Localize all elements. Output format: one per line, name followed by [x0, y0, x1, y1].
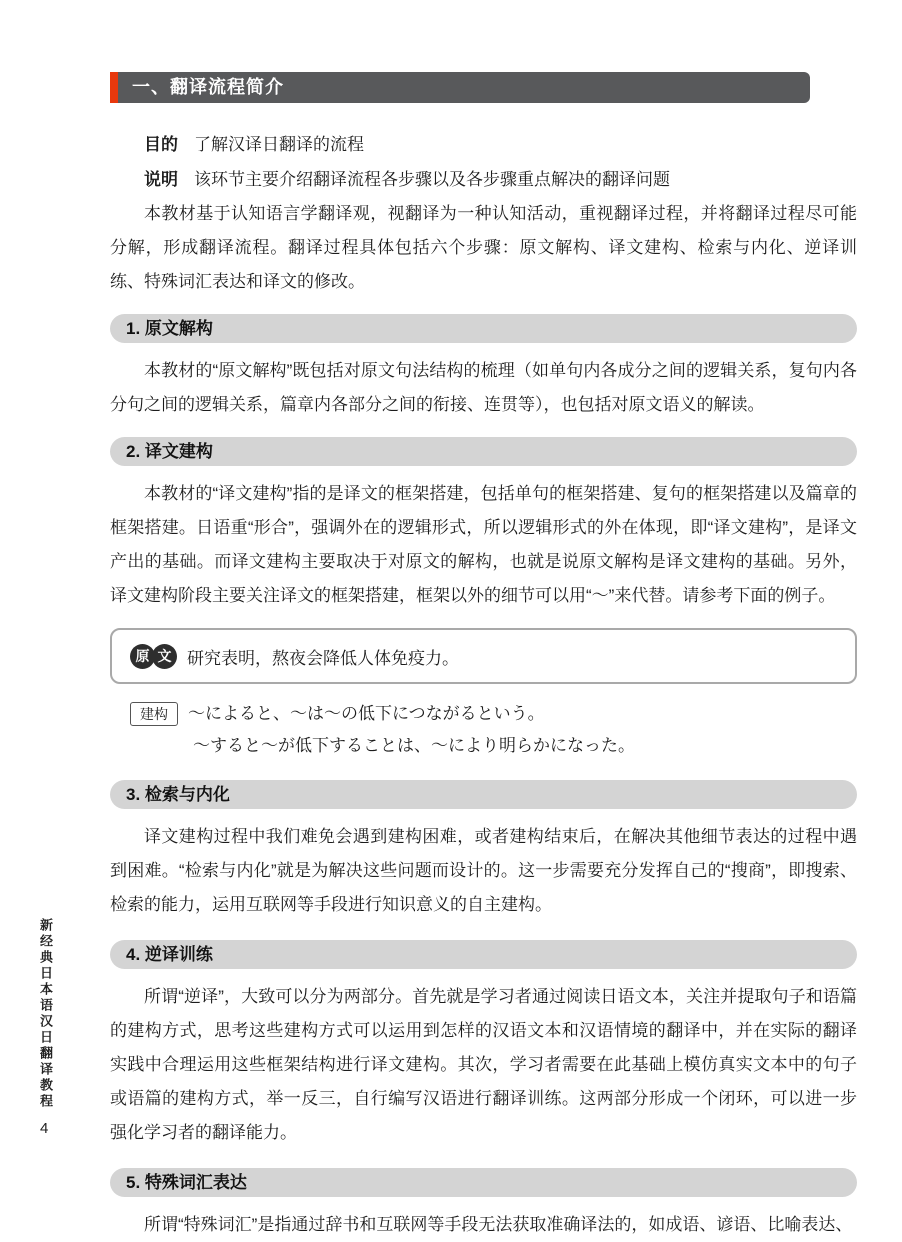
source-badge-char-1: 原 [130, 644, 155, 669]
construct-line-2: ～すると～が低下することは、～により明らかになった。 [193, 736, 635, 755]
page-content [110, 72, 857, 1242]
book-spine-title: 新经典日本语汉日翻译教程 [38, 918, 53, 1110]
subheading-3: 3. 检索与内化 [110, 780, 857, 809]
purpose-text: 了解汉译日翻译的流程 [194, 135, 364, 154]
source-badge-char-2: 文 [152, 644, 177, 669]
section-header-bar [110, 72, 810, 103]
source-badge [130, 644, 177, 669]
section-title: 一、翻译流程简介 [132, 77, 284, 97]
subheading-5: 5. 特殊词汇表达 [110, 1168, 857, 1197]
section-1-paragraph: 本教材的“原文解构”既包括对原文句法结构的梳理（如单句内各成分之间的逻辑关系，复句内各分句之间的逻辑关系，篇章内各部分之间的衔接、连贯等），也包括对原文语义的解读。 [110, 361, 857, 414]
section-3-paragraph: 译文建构过程中我们难免会遇到建构困难，或者建构结束后，在解决其他细节表达的过程中遇到困难。“检索与内化”就是为解决这些问题而设计的。这一步需要充分发挥自己的“搜商”，即搜索、检索的能力，运用互联网等手段进行知识意义的自主建构。 [110, 827, 857, 914]
section-2-paragraph: 本教材的“译文建构”指的是译文的框架搭建，包括单句的框架搭建、复句的框架搭建以及篇章的框架搭建。日语重“形合”，强调外在的逻辑形式，所以逻辑形式的外在体现，即“译文建构”，是译文产出的基础。而译文建构主要取决于对原文的解构，也就是说原文解构是译文建构的基础。另外，译文建构阶段主要关注译文的框架搭建，框架以外的细节可以用“～”来代替。请参考下面的例子。 [110, 484, 857, 605]
section-5-paragraph: 所谓“特殊词汇”是指通过辞书和互联网等手段无法获取准确译法的，如成语、谚语、比喻表达、 [144, 1215, 853, 1234]
example-source-text: 研究表明，熬夜会降低人体免疫力。 [187, 648, 459, 668]
purpose-line [110, 127, 857, 162]
red-accent-bar [110, 72, 118, 103]
page-number: 4 [40, 1120, 49, 1137]
construct-block [110, 698, 857, 762]
subheading-4: 4. 逆译训练 [110, 940, 857, 969]
example-source-box [110, 628, 857, 684]
subheading-2: 2. 译文建构 [110, 437, 857, 466]
note-line [110, 162, 857, 197]
note-text: 该环节主要介绍翻译流程各步骤以及各步骤重点解决的翻译问题 [194, 170, 670, 189]
construct-tag: 建构 [130, 702, 178, 726]
note-label: 说明 [144, 170, 178, 189]
subheading-1: 1. 原文解构 [110, 314, 857, 343]
intro-paragraph: 本教材基于认知语言学翻译观，视翻译为一种认知活动，重视翻译过程，并将翻译过程尽可能分解，形成翻译流程。翻译过程具体包括六个步骤：原文解构、译文建构、检索与内化、逆译训练、特殊词汇表达和译文的修改。 [110, 204, 857, 291]
section-4-paragraph: 所谓“逆译”，大致可以分为两部分。首先就是学习者通过阅读日语文本，关注并提取句子和语篇的建构方式，思考这些建构方式可以运用到怎样的汉语文本和汉语情境的翻译中，并在实际的翻译实践中合理运用这些框架结构进行译文建构。其次，学习者需要在此基础上模仿真实文本中的句子或语篇的建构方式，举一反三，自行编写汉语进行翻译训练。这两部分形成一个闭环，可以进一步强化学习者的翻译能力。 [110, 987, 857, 1142]
construct-line-1: ～によると、～は～の低下につながるという。 [188, 704, 545, 723]
construct-row [130, 698, 857, 730]
purpose-label: 目的 [144, 135, 178, 154]
